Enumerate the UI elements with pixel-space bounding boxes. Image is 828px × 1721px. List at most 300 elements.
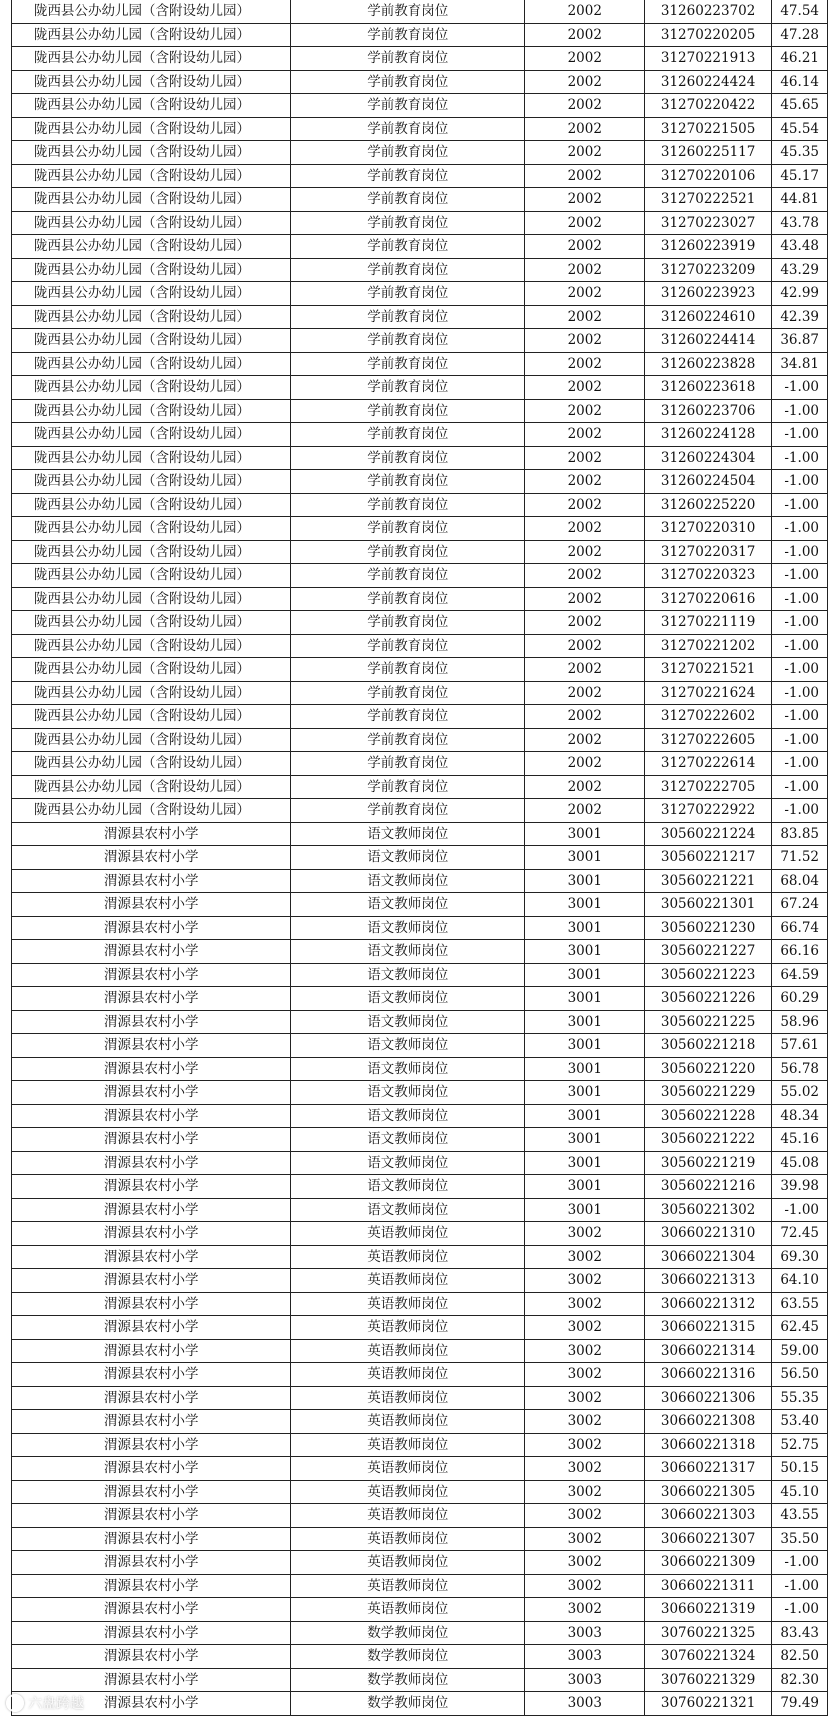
exam-id-cell: 30560221222	[645, 1128, 771, 1152]
position-code-cell: 2002	[525, 493, 645, 517]
unit-cell: 渭源县农村小学	[12, 1339, 291, 1363]
score-cell: -1.00	[771, 1574, 827, 1598]
table-row	[12, 1269, 828, 1293]
position-code-cell: 2002	[525, 752, 645, 776]
score-cell: 57.61	[771, 1034, 827, 1058]
score-cell: -1.00	[771, 376, 827, 400]
unit-cell: 陇西县公办幼儿园（含附设幼儿园）	[12, 94, 291, 118]
table-row	[12, 117, 828, 141]
position-cell: 英语教师岗位	[291, 1386, 525, 1410]
unit-cell: 陇西县公办幼儿园（含附设幼儿园）	[12, 305, 291, 329]
watermark-icon	[6, 1694, 24, 1712]
score-cell: 69.30	[771, 1245, 827, 1269]
position-cell: 学前教育岗位	[291, 94, 525, 118]
position-cell: 英语教师岗位	[291, 1457, 525, 1481]
table-row	[12, 1128, 828, 1152]
position-cell: 学前教育岗位	[291, 305, 525, 329]
score-cell: 66.74	[771, 916, 827, 940]
position-cell: 学前教育岗位	[291, 705, 525, 729]
position-code-cell: 2002	[525, 376, 645, 400]
position-cell: 语文教师岗位	[291, 869, 525, 893]
score-cell: 56.78	[771, 1057, 827, 1081]
score-cell: -1.00	[771, 564, 827, 588]
position-cell: 语文教师岗位	[291, 846, 525, 870]
position-cell: 英语教师岗位	[291, 1551, 525, 1575]
table-row	[12, 611, 828, 635]
position-code-cell: 3001	[525, 1104, 645, 1128]
position-code-cell: 3003	[525, 1668, 645, 1692]
table-row	[12, 1081, 828, 1105]
exam-id-cell: 30560221220	[645, 1057, 771, 1081]
unit-cell: 渭源县农村小学	[12, 1668, 291, 1692]
position-cell: 英语教师岗位	[291, 1410, 525, 1434]
position-code-cell: 3002	[525, 1316, 645, 1340]
position-cell: 学前教育岗位	[291, 493, 525, 517]
exam-id-cell: 30560221225	[645, 1010, 771, 1034]
table-row	[12, 940, 828, 964]
unit-cell: 陇西县公办幼儿园（含附设幼儿园）	[12, 564, 291, 588]
unit-cell: 陇西县公办幼儿园（含附设幼儿园）	[12, 705, 291, 729]
exam-id-cell: 30560221226	[645, 987, 771, 1011]
position-code-cell: 2002	[525, 446, 645, 470]
position-cell: 学前教育岗位	[291, 399, 525, 423]
score-cell: 83.43	[771, 1621, 827, 1645]
unit-cell: 陇西县公办幼儿园（含附设幼儿园）	[12, 493, 291, 517]
position-code-cell: 3001	[525, 1198, 645, 1222]
position-cell: 学前教育岗位	[291, 634, 525, 658]
unit-cell: 渭源县农村小学	[12, 1175, 291, 1199]
exam-id-cell: 31270221624	[645, 681, 771, 705]
exam-id-cell: 31270221521	[645, 658, 771, 682]
position-code-cell: 3001	[525, 916, 645, 940]
unit-cell: 渭源县农村小学	[12, 1292, 291, 1316]
position-cell: 英语教师岗位	[291, 1527, 525, 1551]
position-cell: 学前教育岗位	[291, 47, 525, 71]
position-code-cell: 3001	[525, 1175, 645, 1199]
position-cell: 语文教师岗位	[291, 987, 525, 1011]
score-cell: -1.00	[771, 470, 827, 494]
exam-id-cell: 30660221311	[645, 1574, 771, 1598]
score-cell: 82.50	[771, 1645, 827, 1669]
score-cell: 46.14	[771, 70, 827, 94]
score-cell: 45.65	[771, 94, 827, 118]
position-code-cell: 2002	[525, 564, 645, 588]
position-cell: 学前教育岗位	[291, 70, 525, 94]
position-code-cell: 3001	[525, 1010, 645, 1034]
position-code-cell: 2002	[525, 141, 645, 165]
exam-id-cell: 31260224610	[645, 305, 771, 329]
table-row	[12, 893, 828, 917]
unit-cell: 陇西县公办幼儿园（含附设幼儿园）	[12, 775, 291, 799]
position-cell: 英语教师岗位	[291, 1363, 525, 1387]
score-cell: -1.00	[771, 423, 827, 447]
score-cell: 42.39	[771, 305, 827, 329]
table-row	[12, 1692, 828, 1716]
position-code-cell: 3002	[525, 1363, 645, 1387]
unit-cell: 陇西县公办幼儿园（含附设幼儿园）	[12, 47, 291, 71]
exam-id-cell: 31260224504	[645, 470, 771, 494]
position-cell: 英语教师岗位	[291, 1269, 525, 1293]
unit-cell: 渭源县农村小学	[12, 987, 291, 1011]
position-cell: 英语教师岗位	[291, 1598, 525, 1622]
exam-id-cell: 30660221305	[645, 1480, 771, 1504]
position-code-cell: 2002	[525, 235, 645, 259]
score-cell: 45.35	[771, 141, 827, 165]
exam-id-cell: 31270220106	[645, 164, 771, 188]
position-code-cell: 3002	[525, 1433, 645, 1457]
table-row	[12, 94, 828, 118]
score-cell: 43.78	[771, 211, 827, 235]
position-code-cell: 3002	[525, 1527, 645, 1551]
score-cell: 47.28	[771, 23, 827, 47]
exam-id-cell: 31270220616	[645, 587, 771, 611]
position-code-cell: 3002	[525, 1457, 645, 1481]
unit-cell: 陇西县公办幼儿园（含附设幼儿园）	[12, 211, 291, 235]
score-cell: 64.10	[771, 1269, 827, 1293]
table-row	[12, 1410, 828, 1434]
exam-id-cell: 30560221216	[645, 1175, 771, 1199]
unit-cell: 渭源县农村小学	[12, 1527, 291, 1551]
table-row	[12, 164, 828, 188]
score-cell: 59.00	[771, 1339, 827, 1363]
position-code-cell: 3002	[525, 1551, 645, 1575]
unit-cell: 渭源县农村小学	[12, 1010, 291, 1034]
exam-id-cell: 30560221224	[645, 822, 771, 846]
score-cell: 67.24	[771, 893, 827, 917]
position-cell: 英语教师岗位	[291, 1433, 525, 1457]
table-row	[12, 0, 828, 23]
unit-cell: 渭源县农村小学	[12, 1621, 291, 1645]
unit-cell: 渭源县农村小学	[12, 1128, 291, 1152]
table-row	[12, 1668, 828, 1692]
unit-cell: 渭源县农村小学	[12, 1574, 291, 1598]
unit-cell: 渭源县农村小学	[12, 1151, 291, 1175]
exam-id-cell: 30660221307	[645, 1527, 771, 1551]
table-row	[12, 1574, 828, 1598]
exam-id-cell: 31270222605	[645, 728, 771, 752]
table-row	[12, 775, 828, 799]
score-cell: -1.00	[771, 1598, 827, 1622]
exam-id-cell: 30660221304	[645, 1245, 771, 1269]
table-row	[12, 1504, 828, 1528]
exam-id-cell: 30660221315	[645, 1316, 771, 1340]
position-cell: 学前教育岗位	[291, 141, 525, 165]
position-code-cell: 3001	[525, 869, 645, 893]
unit-cell: 渭源县农村小学	[12, 940, 291, 964]
position-cell: 英语教师岗位	[291, 1574, 525, 1598]
position-code-cell: 3002	[525, 1222, 645, 1246]
unit-cell: 陇西县公办幼儿园（含附设幼儿园）	[12, 634, 291, 658]
position-cell: 学前教育岗位	[291, 352, 525, 376]
unit-cell: 陇西县公办幼儿园（含附设幼儿园）	[12, 728, 291, 752]
position-cell: 学前教育岗位	[291, 517, 525, 541]
position-cell: 数学教师岗位	[291, 1692, 525, 1716]
score-cell: 45.16	[771, 1128, 827, 1152]
position-code-cell: 2002	[525, 799, 645, 823]
exam-id-cell: 30560221217	[645, 846, 771, 870]
score-cell: 46.21	[771, 47, 827, 71]
position-code-cell: 2002	[525, 705, 645, 729]
score-cell: 62.45	[771, 1316, 827, 1340]
table-row	[12, 540, 828, 564]
position-cell: 学前教育岗位	[291, 376, 525, 400]
exam-id-cell: 31270221119	[645, 611, 771, 635]
score-cell: -1.00	[771, 752, 827, 776]
score-cell: 71.52	[771, 846, 827, 870]
table-row	[12, 1551, 828, 1575]
unit-cell: 陇西县公办幼儿园（含附设幼儿园）	[12, 587, 291, 611]
exam-id-cell: 30560221301	[645, 893, 771, 917]
position-cell: 学前教育岗位	[291, 587, 525, 611]
position-code-cell: 2002	[525, 329, 645, 353]
exam-id-cell: 30660221312	[645, 1292, 771, 1316]
position-cell: 学前教育岗位	[291, 799, 525, 823]
score-cell: 72.45	[771, 1222, 827, 1246]
position-cell: 学前教育岗位	[291, 752, 525, 776]
exam-id-cell: 30560221230	[645, 916, 771, 940]
table-row	[12, 1527, 828, 1551]
score-cell: -1.00	[771, 587, 827, 611]
score-cell: 43.55	[771, 1504, 827, 1528]
position-cell: 学前教育岗位	[291, 164, 525, 188]
table-row	[12, 1363, 828, 1387]
watermark	[6, 1693, 84, 1713]
unit-cell: 渭源县农村小学	[12, 1410, 291, 1434]
table-row	[12, 47, 828, 71]
table-row	[12, 376, 828, 400]
unit-cell: 渭源县农村小学	[12, 1480, 291, 1504]
unit-cell: 陇西县公办幼儿园（含附设幼儿园）	[12, 235, 291, 259]
exam-id-cell: 31260223702	[645, 0, 771, 23]
position-code-cell: 3002	[525, 1598, 645, 1622]
unit-cell: 陇西县公办幼儿园（含附设幼儿园）	[12, 752, 291, 776]
exam-id-cell: 31260224424	[645, 70, 771, 94]
table-row	[12, 846, 828, 870]
unit-cell: 渭源县农村小学	[12, 822, 291, 846]
position-cell: 语文教师岗位	[291, 1081, 525, 1105]
position-cell: 语文教师岗位	[291, 1034, 525, 1058]
score-cell: -1.00	[771, 1551, 827, 1575]
position-code-cell: 2002	[525, 634, 645, 658]
exam-id-cell: 31270222602	[645, 705, 771, 729]
table-row	[12, 1645, 828, 1669]
unit-cell: 渭源县农村小学	[12, 1692, 291, 1716]
unit-cell: 陇西县公办幼儿园（含附设幼儿园）	[12, 540, 291, 564]
score-cell: 39.98	[771, 1175, 827, 1199]
position-code-cell: 3001	[525, 1057, 645, 1081]
score-cell: -1.00	[771, 634, 827, 658]
table-row	[12, 235, 828, 259]
exam-id-cell: 30660221317	[645, 1457, 771, 1481]
position-code-cell: 3002	[525, 1480, 645, 1504]
score-cell: 66.16	[771, 940, 827, 964]
exam-id-cell: 30660221318	[645, 1433, 771, 1457]
table-row	[12, 1457, 828, 1481]
position-code-cell: 2002	[525, 117, 645, 141]
position-code-cell: 3001	[525, 1081, 645, 1105]
exam-id-cell: 31270220317	[645, 540, 771, 564]
position-code-cell: 2002	[525, 681, 645, 705]
position-cell: 学前教育岗位	[291, 211, 525, 235]
table-row	[12, 423, 828, 447]
table-row	[12, 916, 828, 940]
score-cell: 44.81	[771, 188, 827, 212]
score-cell: 56.50	[771, 1363, 827, 1387]
position-code-cell: 2002	[525, 258, 645, 282]
position-code-cell: 2002	[525, 728, 645, 752]
score-cell: 43.48	[771, 235, 827, 259]
exam-id-cell: 30660221313	[645, 1269, 771, 1293]
exam-id-cell: 30760221329	[645, 1668, 771, 1692]
score-cell: -1.00	[771, 658, 827, 682]
position-cell: 学前教育岗位	[291, 423, 525, 447]
table-row	[12, 329, 828, 353]
position-code-cell: 2002	[525, 517, 645, 541]
unit-cell: 陇西县公办幼儿园（含附设幼儿园）	[12, 376, 291, 400]
exam-id-cell: 30560221302	[645, 1198, 771, 1222]
unit-cell: 渭源县农村小学	[12, 963, 291, 987]
position-cell: 语文教师岗位	[291, 1104, 525, 1128]
position-code-cell: 2002	[525, 23, 645, 47]
score-cell: 43.29	[771, 258, 827, 282]
score-cell: 36.87	[771, 329, 827, 353]
table-row	[12, 399, 828, 423]
score-cell: 42.99	[771, 282, 827, 306]
position-code-cell: 2002	[525, 540, 645, 564]
position-code-cell: 3002	[525, 1269, 645, 1293]
unit-cell: 陇西县公办幼儿园（含附设幼儿园）	[12, 517, 291, 541]
position-code-cell: 2002	[525, 658, 645, 682]
exam-id-cell: 31270222614	[645, 752, 771, 776]
position-code-cell: 2002	[525, 399, 645, 423]
score-cell: 52.75	[771, 1433, 827, 1457]
exam-id-cell: 31270221913	[645, 47, 771, 71]
unit-cell: 渭源县农村小学	[12, 1645, 291, 1669]
exam-id-cell: 31270222521	[645, 188, 771, 212]
table-row	[12, 141, 828, 165]
exam-id-cell: 30560221221	[645, 869, 771, 893]
score-cell: 63.55	[771, 1292, 827, 1316]
position-cell: 语文教师岗位	[291, 1010, 525, 1034]
exam-id-cell: 31260223919	[645, 235, 771, 259]
position-code-cell: 3002	[525, 1386, 645, 1410]
position-cell: 学前教育岗位	[291, 258, 525, 282]
position-cell: 英语教师岗位	[291, 1245, 525, 1269]
table-row	[12, 493, 828, 517]
unit-cell: 陇西县公办幼儿园（含附设幼儿园）	[12, 258, 291, 282]
table-row	[12, 1175, 828, 1199]
exam-id-cell: 31260223828	[645, 352, 771, 376]
table-row	[12, 1198, 828, 1222]
unit-cell: 陇西县公办幼儿园（含附设幼儿园）	[12, 352, 291, 376]
table-row	[12, 188, 828, 212]
unit-cell: 陇西县公办幼儿园（含附设幼儿园）	[12, 799, 291, 823]
position-cell: 英语教师岗位	[291, 1339, 525, 1363]
unit-cell: 渭源县农村小学	[12, 1504, 291, 1528]
table-row	[12, 869, 828, 893]
unit-cell: 陇西县公办幼儿园（含附设幼儿园）	[12, 0, 291, 23]
position-cell: 学前教育岗位	[291, 446, 525, 470]
score-cell: 34.81	[771, 352, 827, 376]
unit-cell: 陇西县公办幼儿园（含附设幼儿园）	[12, 470, 291, 494]
table-row	[12, 258, 828, 282]
position-cell: 学前教育岗位	[291, 188, 525, 212]
score-cell: -1.00	[771, 1198, 827, 1222]
table-row	[12, 1222, 828, 1246]
table-row	[12, 587, 828, 611]
exam-id-cell: 31270221202	[645, 634, 771, 658]
exam-id-cell: 31260225220	[645, 493, 771, 517]
score-cell: 55.02	[771, 1081, 827, 1105]
unit-cell: 渭源县农村小学	[12, 893, 291, 917]
score-cell: 47.54	[771, 0, 827, 23]
exam-id-cell: 30560221229	[645, 1081, 771, 1105]
unit-cell: 渭源县农村小学	[12, 846, 291, 870]
unit-cell: 渭源县农村小学	[12, 1081, 291, 1105]
unit-cell: 渭源县农村小学	[12, 1316, 291, 1340]
position-code-cell: 3001	[525, 1034, 645, 1058]
score-cell: 45.10	[771, 1480, 827, 1504]
score-cell: -1.00	[771, 493, 827, 517]
unit-cell: 渭源县农村小学	[12, 1222, 291, 1246]
unit-cell: 渭源县农村小学	[12, 1363, 291, 1387]
exam-id-cell: 31270221505	[645, 117, 771, 141]
position-cell: 数学教师岗位	[291, 1668, 525, 1692]
position-code-cell: 3002	[525, 1339, 645, 1363]
position-code-cell: 2002	[525, 47, 645, 71]
unit-cell: 陇西县公办幼儿园（含附设幼儿园）	[12, 329, 291, 353]
table-row	[12, 705, 828, 729]
position-cell: 语文教师岗位	[291, 963, 525, 987]
exam-id-cell: 30560221223	[645, 963, 771, 987]
position-code-cell: 2002	[525, 611, 645, 635]
position-cell: 英语教师岗位	[291, 1292, 525, 1316]
score-cell: -1.00	[771, 705, 827, 729]
unit-cell: 陇西县公办幼儿园（含附设幼儿园）	[12, 188, 291, 212]
position-cell: 学前教育岗位	[291, 564, 525, 588]
position-code-cell: 3001	[525, 822, 645, 846]
score-cell: 60.29	[771, 987, 827, 1011]
exam-id-cell: 30660221319	[645, 1598, 771, 1622]
table-row	[12, 23, 828, 47]
exam-id-cell: 30660221306	[645, 1386, 771, 1410]
exam-id-cell: 31260224414	[645, 329, 771, 353]
position-cell: 学前教育岗位	[291, 728, 525, 752]
position-cell: 学前教育岗位	[291, 0, 525, 23]
position-cell: 学前教育岗位	[291, 775, 525, 799]
position-code-cell: 3003	[525, 1645, 645, 1669]
exam-id-cell: 31270222705	[645, 775, 771, 799]
exam-id-cell: 30660221308	[645, 1410, 771, 1434]
position-code-cell: 3001	[525, 846, 645, 870]
position-code-cell: 3001	[525, 1128, 645, 1152]
position-cell: 数学教师岗位	[291, 1645, 525, 1669]
position-cell: 语文教师岗位	[291, 1128, 525, 1152]
table-row	[12, 728, 828, 752]
exam-id-cell: 30760221321	[645, 1692, 771, 1716]
table-row	[12, 1104, 828, 1128]
unit-cell: 渭源县农村小学	[12, 1198, 291, 1222]
exam-id-cell: 31260224128	[645, 423, 771, 447]
position-code-cell: 2002	[525, 164, 645, 188]
unit-cell: 渭源县农村小学	[12, 1034, 291, 1058]
position-cell: 语文教师岗位	[291, 916, 525, 940]
exam-id-cell: 30660221316	[645, 1363, 771, 1387]
position-code-cell: 3002	[525, 1292, 645, 1316]
table-row	[12, 305, 828, 329]
position-cell: 学前教育岗位	[291, 329, 525, 353]
unit-cell: 渭源县农村小学	[12, 1551, 291, 1575]
